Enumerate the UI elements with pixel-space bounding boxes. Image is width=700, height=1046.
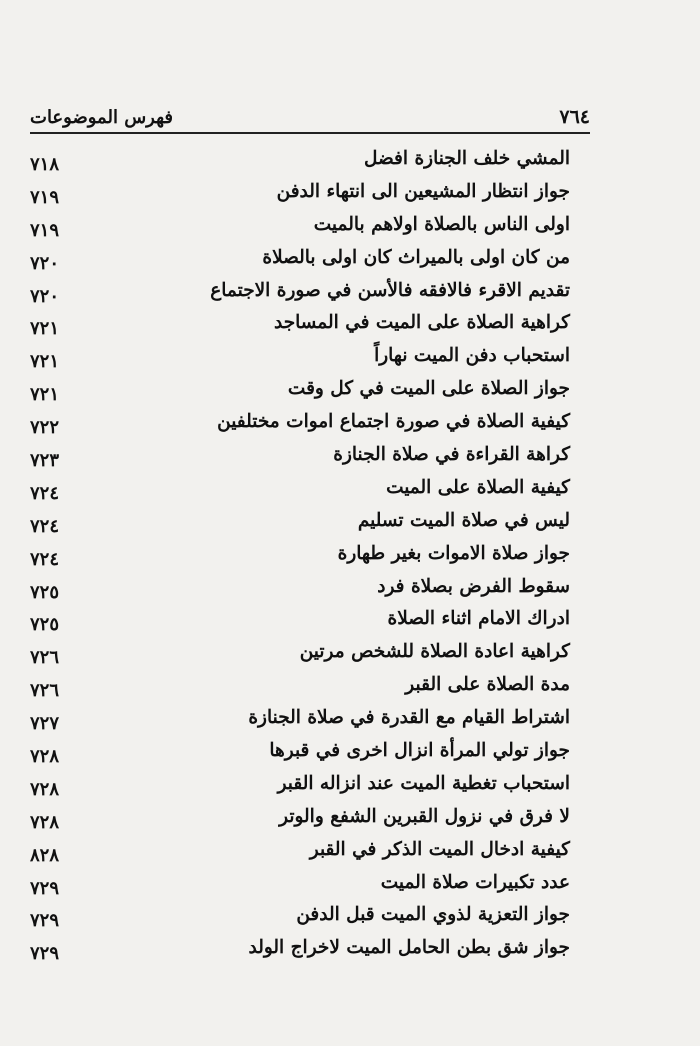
toc-entry [30, 241, 570, 274]
toc-entry-title: جواز صلاة الاموات بغير طهارة [337, 542, 570, 564]
toc-entry-title: عدد تكبيرات صلاة الميت [380, 871, 570, 893]
toc-entry-page: ٧٢٢ [30, 417, 60, 439]
toc-entry [30, 306, 570, 339]
toc-entry-title: ادراك الامام اثناء الصلاة [387, 608, 570, 630]
toc-entry [30, 668, 570, 701]
toc-entry [30, 537, 570, 570]
page-number: ٧٦٤ [559, 106, 590, 128]
toc-entry-page: ٧٢٧ [30, 713, 60, 735]
toc-entry [30, 767, 570, 800]
toc-entry-page: ٧٢٠ [30, 285, 60, 307]
toc-entry-title: كيفية ادخال الميت الذكر في القبر [309, 838, 570, 860]
toc-entry [30, 898, 570, 931]
toc-list [30, 142, 570, 964]
toc-entry-title: جواز تولي المرأة انزال اخرى في قبرها [269, 739, 570, 761]
toc-entry-title: اولى الناس بالصلاة اولاهم بالميت [313, 213, 570, 235]
toc-entry [30, 504, 570, 537]
toc-entry [30, 208, 570, 241]
toc-entry-page: ٧٢٨ [30, 778, 60, 800]
toc-entry [30, 866, 570, 899]
toc-entry [30, 800, 570, 833]
toc-entry [30, 701, 570, 734]
toc-entry-title: جواز شق بطن الحامل الميت لاخراج الولد [248, 937, 570, 959]
toc-entry-page: ٧٢٥ [30, 614, 60, 636]
toc-entry [30, 833, 570, 866]
page-header [30, 96, 590, 134]
toc-entry [30, 142, 570, 175]
toc-entry [30, 339, 570, 372]
toc-entry-page: ٨٢٨ [30, 844, 60, 866]
toc-entry-page: ٧٢٨ [30, 745, 60, 767]
toc-entry-page: ٧١٩ [30, 186, 60, 208]
toc-entry-page: ٧٢٠ [30, 252, 60, 274]
toc-entry-title: جواز الصلاة على الميت في كل وقت [287, 378, 570, 400]
toc-entry [30, 405, 570, 438]
toc-entry-page: ٧٢٦ [30, 647, 60, 669]
toc-entry-title: استحباب تغطية الميت عند انزاله القبر [277, 772, 570, 794]
toc-entry-title: لا فرق في نزول القبرين الشفع والوتر [279, 805, 570, 827]
toc-entry-title: من كان اولى بالميراث كان اولى بالصلاة [262, 246, 570, 268]
toc-entry-title: اشتراط القيام مع القدرة في صلاة الجنازة [248, 707, 570, 729]
toc-entry [30, 471, 570, 504]
toc-entry-page: ٧٢٥ [30, 581, 60, 603]
toc-entry-page: ٧٢٨ [30, 811, 60, 833]
toc-entry-page: ٧٢١ [30, 318, 60, 340]
toc-entry-title: جواز انتظار المشيعين الى انتهاء الدفن [276, 180, 570, 202]
toc-entry [30, 438, 570, 471]
toc-entry-title: كيفية الصلاة في صورة اجتماع اموات مختلفين [217, 411, 570, 433]
toc-entry-page: ٧٢١ [30, 351, 60, 373]
toc-entry-page: ٧٢٣ [30, 449, 60, 471]
toc-entry-page: ٧١٩ [30, 219, 60, 241]
toc-entry [30, 734, 570, 767]
toc-entry-title: كيفية الصلاة على الميت [386, 476, 570, 498]
running-title: فهرس الموضوعات [30, 107, 174, 128]
toc-entry-page: ٧٢٩ [30, 910, 60, 932]
toc-entry [30, 931, 570, 964]
toc-entry-page: ٧١٨ [30, 153, 60, 175]
toc-entry-page: ٧٢٩ [30, 943, 60, 965]
toc-entry-page: ٧٢٦ [30, 680, 60, 702]
toc-entry [30, 635, 570, 668]
toc-entry-page: ٧٢٤ [30, 482, 60, 504]
toc-entry [30, 175, 570, 208]
toc-entry-title: كراهية الصلاة على الميت في المساجد [274, 312, 570, 334]
toc-entry-title: مدة الصلاة على القبر [405, 674, 570, 696]
toc-entry-title: ليس في صلاة الميت تسليم [357, 509, 570, 531]
toc-entry [30, 274, 570, 307]
toc-entry-title: المشي خلف الجنازة افضل [363, 147, 570, 169]
toc-entry-title: سقوط الفرض بصلاة فرد [377, 575, 570, 597]
toc-entry-title: كراهية اعادة الصلاة للشخص مرتين [299, 641, 570, 663]
toc-entry-title: استحباب دفن الميت نهاراً [374, 345, 570, 367]
toc-entry-page: ٧٢٤ [30, 515, 60, 537]
toc-entry-title: جواز التعزية لذوي الميت قبل الدفن [296, 904, 570, 926]
toc-entry [30, 570, 570, 603]
toc-entry-page: ٧٢٩ [30, 877, 60, 899]
toc-entry-title: تقديم الاقرء فالافقه فالأسن في صورة الاجتماع [210, 279, 570, 301]
toc-entry-title: كراهة القراءة في صلاة الجنازة [333, 443, 570, 465]
toc-entry-page: ٧٢١ [30, 384, 60, 406]
toc-entry [30, 602, 570, 635]
toc-entry-page: ٧٢٤ [30, 548, 60, 570]
toc-entry [30, 372, 570, 405]
